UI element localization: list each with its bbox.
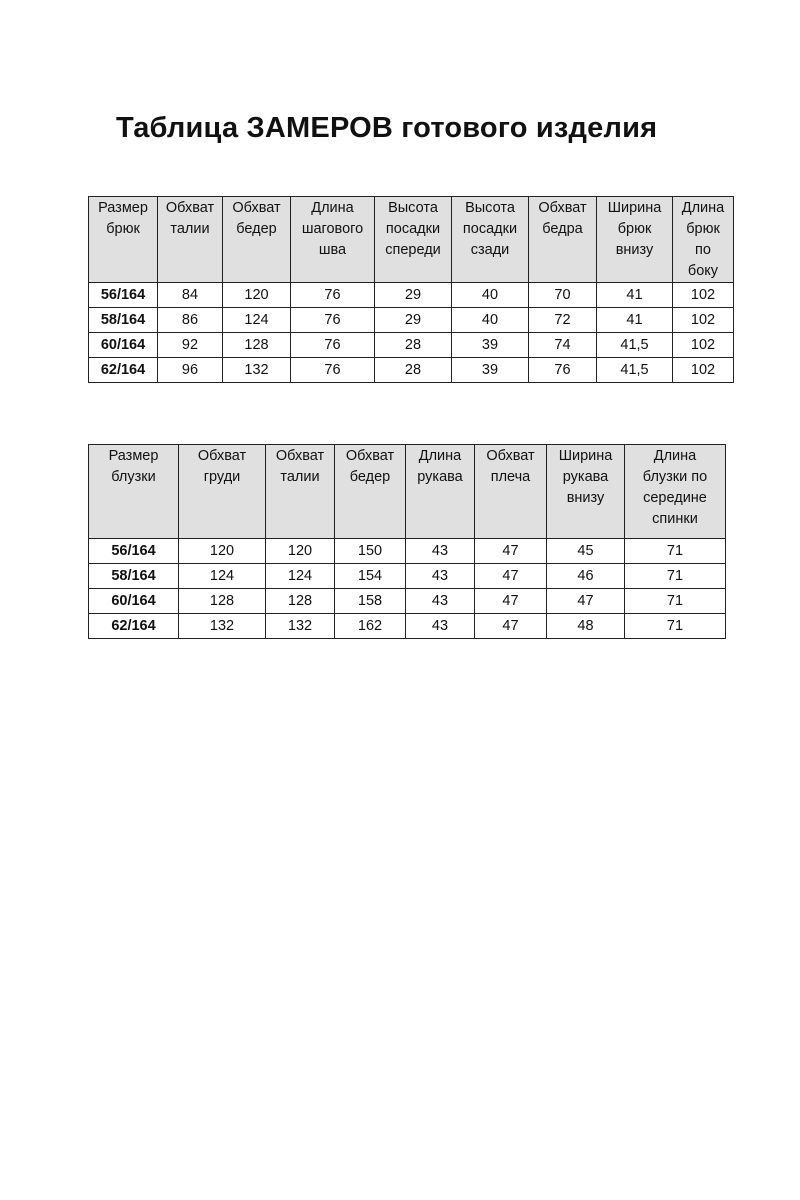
measurement-cell: 86 bbox=[158, 308, 223, 333]
measurement-cell: 72 bbox=[529, 308, 597, 333]
measurement-cell: 96 bbox=[158, 358, 223, 383]
measurement-cell: 47 bbox=[475, 564, 547, 589]
measurement-cell: 102 bbox=[673, 333, 734, 358]
measurement-cell: 76 bbox=[291, 333, 375, 358]
column-header-line: Размер bbox=[108, 448, 159, 464]
size-cell: 58/164 bbox=[89, 308, 158, 333]
column-header-line: Обхват bbox=[232, 200, 281, 216]
column-header bbox=[406, 445, 475, 539]
column-header bbox=[179, 445, 266, 539]
measurement-cell: 71 bbox=[625, 614, 726, 639]
measurement-cell: 154 bbox=[335, 564, 406, 589]
table-row bbox=[89, 358, 734, 383]
column-header-line: шва bbox=[318, 242, 347, 258]
measurement-cell: 29 bbox=[375, 308, 452, 333]
measurement-cell: 47 bbox=[475, 589, 547, 614]
column-header-line: внизу bbox=[566, 490, 605, 506]
measurement-cell: 76 bbox=[529, 358, 597, 383]
table-row bbox=[89, 539, 726, 564]
column-header-line: посадки bbox=[462, 221, 518, 237]
column-header-line: Ширина bbox=[558, 448, 613, 464]
measurement-cell: 92 bbox=[158, 333, 223, 358]
measurement-cell: 132 bbox=[223, 358, 291, 383]
column-header-line: Обхват bbox=[538, 200, 587, 216]
column-header-line: по bbox=[695, 242, 711, 258]
column-header-line: плеча bbox=[490, 469, 531, 485]
table-row bbox=[89, 614, 726, 639]
measurement-cell: 47 bbox=[547, 589, 625, 614]
column-header bbox=[475, 445, 547, 539]
measurement-cell: 128 bbox=[223, 333, 291, 358]
measurement-cell: 48 bbox=[547, 614, 625, 639]
measurement-cell: 46 bbox=[547, 564, 625, 589]
size-cell: 62/164 bbox=[89, 358, 158, 383]
measurement-cell: 47 bbox=[475, 539, 547, 564]
column-header bbox=[625, 445, 726, 539]
measurement-cell: 158 bbox=[335, 589, 406, 614]
column-header-line: боку bbox=[687, 263, 719, 279]
column-header-line: Длина bbox=[311, 200, 354, 216]
column-header-line: бедра bbox=[542, 221, 583, 237]
column-header-line: Длина bbox=[418, 448, 462, 464]
page-title: Таблица ЗАМЕРОВ готового изделия bbox=[116, 112, 658, 144]
measurement-cell: 76 bbox=[291, 358, 375, 383]
measurement-cell: 43 bbox=[406, 539, 475, 564]
column-header-line: внизу bbox=[615, 242, 654, 258]
column-header-line: Обхват bbox=[165, 200, 215, 216]
measurement-cell: 124 bbox=[179, 564, 266, 589]
column-header bbox=[223, 197, 291, 283]
size-cell: 60/164 bbox=[89, 589, 179, 614]
column-header-line: Ширина bbox=[607, 200, 662, 216]
table-row bbox=[89, 283, 734, 308]
column-header-line: рукава bbox=[417, 469, 463, 485]
table-row bbox=[89, 333, 734, 358]
measurement-cell: 41,5 bbox=[597, 358, 673, 383]
column-header-line: рукава bbox=[562, 469, 609, 485]
column-header bbox=[89, 197, 158, 283]
measurement-cell: 132 bbox=[266, 614, 335, 639]
measurement-cell: 150 bbox=[335, 539, 406, 564]
measurement-cell: 162 bbox=[335, 614, 406, 639]
measurement-cell: 43 bbox=[406, 564, 475, 589]
measurement-cell: 74 bbox=[529, 333, 597, 358]
size-cell: 56/164 bbox=[89, 539, 179, 564]
column-header bbox=[529, 197, 597, 283]
measurement-cell: 128 bbox=[179, 589, 266, 614]
measurement-cell: 28 bbox=[375, 333, 452, 358]
measurement-cell: 76 bbox=[291, 283, 375, 308]
measurement-cell: 120 bbox=[266, 539, 335, 564]
column-header-line: Высота bbox=[388, 200, 438, 216]
column-header-line: талии bbox=[280, 469, 320, 485]
column-header-line: посадки bbox=[385, 221, 441, 237]
column-header bbox=[266, 445, 335, 539]
column-header-line: груди bbox=[203, 469, 241, 485]
measurement-cell: 102 bbox=[673, 283, 734, 308]
column-header bbox=[547, 445, 625, 539]
measurement-cell: 124 bbox=[223, 308, 291, 333]
measurement-cell: 132 bbox=[179, 614, 266, 639]
measurement-cell: 43 bbox=[406, 614, 475, 639]
size-cell: 60/164 bbox=[89, 333, 158, 358]
measurement-cell: 28 bbox=[375, 358, 452, 383]
column-header-line: Обхват bbox=[486, 448, 535, 464]
column-header-line: шагового bbox=[301, 221, 364, 237]
measurement-cell: 102 bbox=[673, 308, 734, 333]
measurement-cell: 41 bbox=[597, 283, 673, 308]
measurement-cell: 40 bbox=[452, 308, 529, 333]
size-cell: 58/164 bbox=[89, 564, 179, 589]
column-header-line: брюк bbox=[106, 221, 140, 237]
column-header-line: бедер bbox=[349, 469, 391, 485]
column-header-line: Высота bbox=[465, 200, 515, 216]
table-header-row bbox=[89, 445, 726, 539]
column-header bbox=[375, 197, 452, 283]
column-header-line: Обхват bbox=[345, 448, 395, 464]
column-header-line: Обхват bbox=[197, 448, 247, 464]
column-header-line: Обхват bbox=[275, 448, 325, 464]
column-header-line: талии bbox=[170, 221, 210, 237]
measurement-cell: 120 bbox=[179, 539, 266, 564]
table-row bbox=[89, 308, 734, 333]
measurement-cell: 40 bbox=[452, 283, 529, 308]
measurement-cell: 47 bbox=[475, 614, 547, 639]
column-header-line: брюк bbox=[617, 221, 652, 237]
size-cell: 56/164 bbox=[89, 283, 158, 308]
column-header-line: спереди bbox=[385, 242, 441, 258]
table-header-row bbox=[89, 197, 734, 283]
measurement-cell: 43 bbox=[406, 589, 475, 614]
column-header bbox=[158, 197, 223, 283]
column-header bbox=[452, 197, 529, 283]
column-header bbox=[291, 197, 375, 283]
measurement-cell: 39 bbox=[452, 358, 529, 383]
measurement-cell: 124 bbox=[266, 564, 335, 589]
measurement-cell: 41,5 bbox=[597, 333, 673, 358]
measurement-cell: 84 bbox=[158, 283, 223, 308]
column-header bbox=[673, 197, 734, 283]
measurement-cell: 102 bbox=[673, 358, 734, 383]
column-header-line: блузки по bbox=[642, 469, 708, 485]
measurement-cell: 120 bbox=[223, 283, 291, 308]
column-header-line: Размер bbox=[98, 200, 148, 216]
measurement-cell: 45 bbox=[547, 539, 625, 564]
measurement-cell: 41 bbox=[597, 308, 673, 333]
column-header-line: Длина bbox=[653, 448, 697, 464]
column-header bbox=[597, 197, 673, 283]
measurement-cell: 76 bbox=[291, 308, 375, 333]
column-header bbox=[335, 445, 406, 539]
size-cell: 62/164 bbox=[89, 614, 179, 639]
measurement-cell: 29 bbox=[375, 283, 452, 308]
column-header-line: брюк bbox=[686, 221, 720, 237]
column-header-line: середине bbox=[643, 490, 707, 506]
measurement-cell: 39 bbox=[452, 333, 529, 358]
table-row bbox=[89, 589, 726, 614]
measurement-cell: 70 bbox=[529, 283, 597, 308]
measurement-cell: 71 bbox=[625, 564, 726, 589]
table-row bbox=[89, 564, 726, 589]
column-header-line: бедер bbox=[236, 221, 277, 237]
measurement-cell: 71 bbox=[625, 539, 726, 564]
column-header-line: блузки bbox=[111, 469, 156, 485]
column-header-line: спинки bbox=[652, 511, 698, 527]
pants-measurements-table bbox=[88, 196, 734, 383]
column-header bbox=[89, 445, 179, 539]
blouse-measurements-table bbox=[88, 444, 726, 639]
measurement-cell: 71 bbox=[625, 589, 726, 614]
column-header-line: Длина bbox=[681, 200, 725, 216]
measurement-cell: 128 bbox=[266, 589, 335, 614]
column-header-line: сзади bbox=[470, 242, 510, 258]
